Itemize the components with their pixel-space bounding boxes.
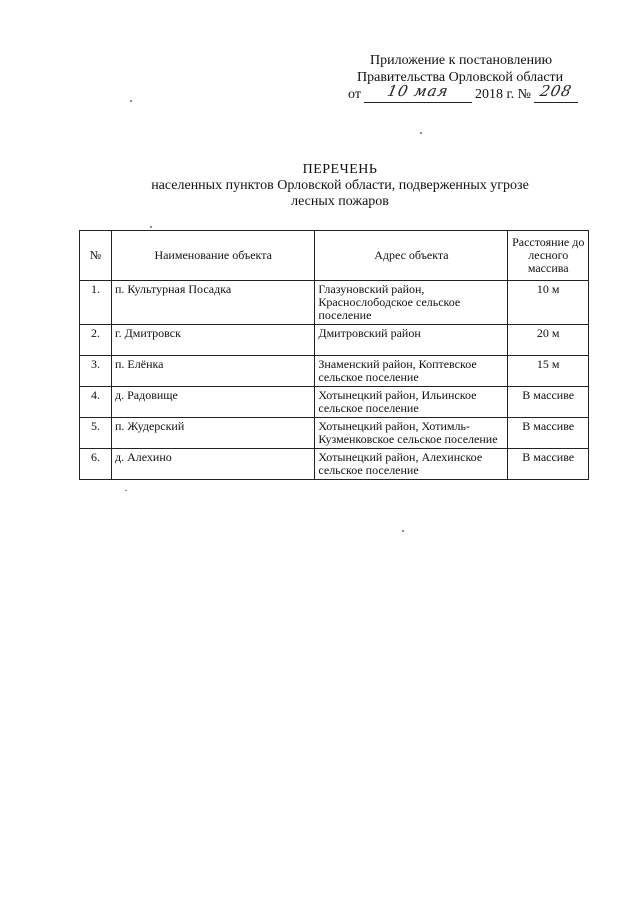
scan-speck (125, 490, 127, 491)
title-line-1: населенных пунктов Орловской области, подверженных угрозе (151, 178, 529, 193)
table-row (80, 449, 589, 480)
header-name: Наименование объекта (112, 231, 315, 281)
scan-speck (130, 100, 132, 102)
row-address: Глазуновский район, Краснослободское сельское поселение (315, 281, 508, 325)
appendix-date-line (348, 82, 618, 103)
row-name: д. Радовище (112, 387, 315, 418)
row-num: 2. (80, 325, 112, 356)
row-address: Хотынецкий район, Алехинское сельское поселение (315, 449, 508, 480)
scan-speck (150, 226, 152, 228)
table-row (80, 356, 589, 387)
row-num: 4. (80, 387, 112, 418)
row-address: Хотынецкий район, Ильинское сельское поселение (315, 387, 508, 418)
row-distance: 10 м (508, 281, 589, 325)
date-handwritten: 10 мая (385, 82, 451, 100)
date-prefix: от (348, 87, 361, 102)
header-address: Адрес объекта (315, 231, 508, 281)
number-field (534, 82, 578, 103)
header-distance: Расстояние до лесного массива (508, 231, 589, 281)
number-handwritten: 208 (538, 82, 574, 100)
year-text: 2018 г. № (474, 87, 531, 102)
document-title (80, 162, 600, 210)
row-address: Знаменский район, Коптевское сельское поселение (315, 356, 508, 387)
table-row (80, 418, 589, 449)
appendix-line-1: Приложение к постановлению (370, 53, 553, 68)
row-distance: 15 м (508, 356, 589, 387)
appendix-header (348, 52, 618, 103)
row-address: Хотынецкий район, Хотимль-Кузменковское сельское поселение (315, 418, 508, 449)
row-name: п. Жудерский (112, 418, 315, 449)
row-name: п. Культурная Посадка (112, 281, 315, 325)
row-distance: 20 м (508, 325, 589, 356)
row-num: 5. (80, 418, 112, 449)
title-line-2: лесных пожаров (291, 194, 389, 209)
date-field (364, 82, 472, 103)
appendix-line-2: Правительства Орловской области (357, 70, 564, 85)
row-num: 3. (80, 356, 112, 387)
scan-speck (402, 530, 404, 532)
row-address: Дмитровский район (315, 325, 508, 356)
row-name: п. Елёнка (112, 356, 315, 387)
header-num: № (80, 231, 112, 281)
row-name: д. Алехино (112, 449, 315, 480)
scan-speck (420, 132, 422, 134)
row-num: 1. (80, 281, 112, 325)
table-row (80, 325, 589, 356)
row-num: 6. (80, 449, 112, 480)
table-header-row (80, 231, 589, 281)
title-main: ПЕРЕЧЕНЬ (302, 162, 378, 177)
row-distance: В массиве (508, 449, 589, 480)
table-row (80, 387, 589, 418)
row-name: г. Дмитровск (112, 325, 315, 356)
row-distance: В массиве (508, 418, 589, 449)
table-row (80, 281, 589, 325)
settlements-table (79, 230, 589, 480)
row-distance: В массиве (508, 387, 589, 418)
